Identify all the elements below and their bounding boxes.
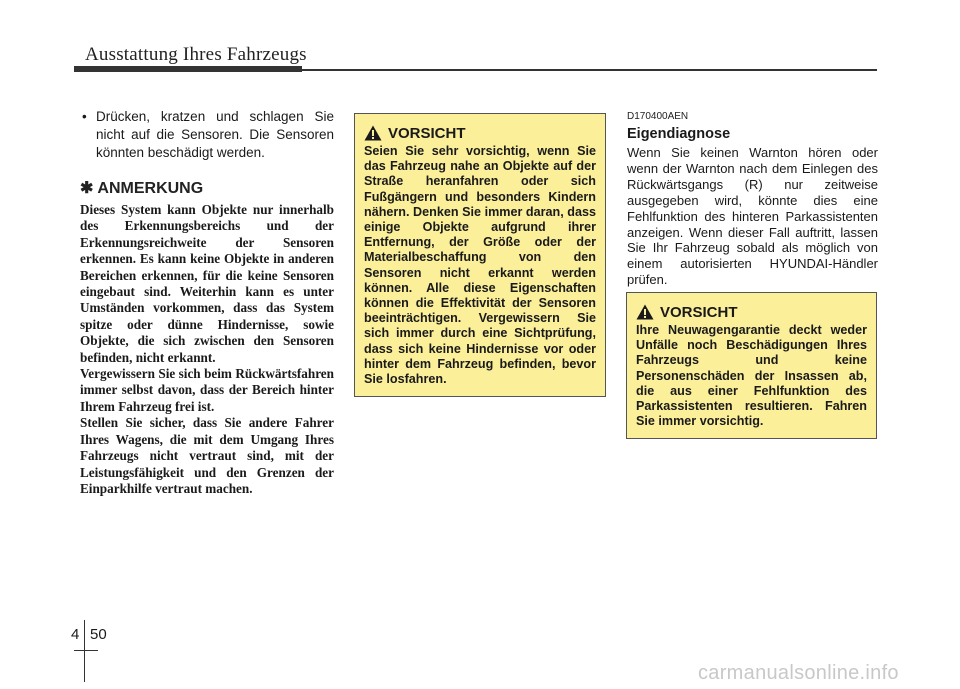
note-star-icon: ✱ — [80, 180, 94, 197]
warning-triangle-icon — [636, 304, 654, 320]
caution-box-2 — [626, 292, 877, 439]
footer-divider-vertical — [84, 620, 85, 682]
note-paragraph-3: Stellen Sie sicher, dass Sie andere Fahrer Ihres Wagens, die mit dem Umgang Ihres Fahrzeugs nicht vertraut sind, mit der Leistungsfähigkeit und den Grenzen der Einparkhilfe vertraut machen. — [80, 415, 334, 496]
bullet-text: Drücken, kratzen und schlagen Sie nicht auf die Sensoren. Die Sensoren könnten beschädigt werden. — [96, 109, 334, 160]
page-number: 50 — [90, 626, 107, 643]
note-heading-label: ANMERKUNG — [97, 180, 204, 197]
caution-box-1 — [354, 113, 606, 397]
note-body — [80, 202, 334, 497]
bullet-item — [80, 108, 334, 162]
caution-title-row — [364, 122, 596, 144]
section-body: Wenn Sie keinen Warnton hören oder wenn der Warnton nach dem Einlegen des Rückwärtsgangs (R) nur zeitweise ausgegeben wird, könnte dies eine Fehlfunktion des hinteren Parkassistenten anzeigen. Wenn dieser Fall auftritt, lassen Sie Ihr Fahrzeug sobald als möglich von einem autorisierten HYUNDAI-Händler prüfen. — [627, 145, 878, 288]
warning-triangle-icon — [364, 125, 382, 141]
note-paragraph-2: Vergewissern Sie sich beim Rückwärtsfahren immer selbst davon, dass der Bereich hinter Ihrem Fahrzeug frei ist. — [80, 366, 334, 414]
page-chapter-number: 4 — [71, 626, 80, 643]
section-title: Eigendiagnose — [627, 126, 731, 142]
header-rule — [74, 69, 877, 71]
caution-body: Seien Sie sehr vorsichtig, wenn Sie das Fahrzeug nahe an Objekte auf der Straße heranfahren oder sich Fußgängern und besonders Kindern nähern. Denken Sie immer daran, dass einige Objekte aufgrund ihrer Entfernung, der Größe oder der Materialbeschaffung von den Sensoren nicht erkannt werden können. Alle diese Eigenschaften können die Effektivität der Sensoren beeinträchtigen. Vergewissern Sie sich immer durch eine Sichtprüfung, dass sich keine Hindernisse vor oder hinter dem Fahrzeug befinden, bevor Sie losfahren. — [364, 144, 596, 387]
right-column — [627, 111, 878, 288]
watermark: carmanualsonline.info — [698, 662, 899, 684]
caution-title: VORSICHT — [388, 124, 466, 142]
footer-divider-horizontal — [74, 650, 98, 651]
caution-body: Ihre Neuwagengarantie deckt weder Unfälle noch Beschädigungen Ihres Fahrzeugs und keine Personenschäden der Insassen ab, die aus einer Fehlfunktion des Parkassistenten resultieren. Fahren Sie immer vorsichtig. — [636, 323, 867, 429]
section-code: D170400AEN — [627, 111, 689, 122]
left-column — [80, 108, 334, 497]
page-header-title: Ausstattung Ihres Fahrzeugs — [85, 44, 307, 65]
note-heading — [80, 178, 334, 198]
caution-title-row — [636, 301, 867, 323]
bullet-icon: • — [82, 109, 87, 124]
caution-title: VORSICHT — [660, 303, 738, 321]
note-paragraph-1: Dieses System kann Objekte nur innerhalb des Erkennungsbereichs und der Erkennungsreichweite der Sensoren erkennen. Es kann keine Objekte in anderen Bereichen erkennen, für die keine Sensoren eingebaut sind. Weiterhin kann es unter Umständen vorkommen, dass das System spitze oder dünne Hindernisse, sowie Objekte, die sich zwischen den Sensoren befinden, nicht erkannt. — [80, 202, 334, 365]
